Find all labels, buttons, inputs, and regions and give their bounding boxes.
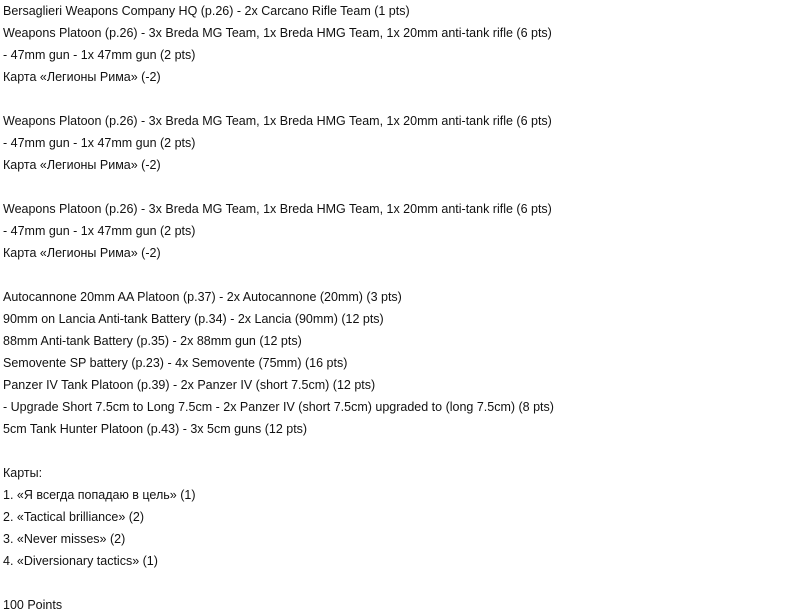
army-list-document [3, 0, 787, 616]
weapons-platoon-3-card-line: Карта «Легионы Рима» (-2) [3, 246, 161, 260]
weapons-platoon-2-gun-line: - 47mm gun - 1x 47mm gun (2 pts) [3, 136, 196, 150]
weapons-platoon-2-card-line: Карта «Легионы Рима» (-2) [3, 158, 161, 172]
card-item-3: 3. «Never misses» (2) [3, 532, 126, 546]
88mm-battery-line: 88mm Anti-tank Battery (p.35) - 2x 88mm gun (12 pts) [3, 334, 302, 348]
weapons-platoon-1-line: Weapons Platoon (p.26) - 3x Breda MG Team, 1x Breda HMG Team, 1x 20mm anti-tank rifle (6 pts) [3, 26, 552, 40]
total-points: 100 Points [3, 598, 63, 612]
weapons-platoon-1-gun-line: - 47mm gun - 1x 47mm gun (2 pts) [3, 48, 196, 62]
weapons-platoon-2-line: Weapons Platoon (p.26) - 3x Breda MG Team, 1x Breda HMG Team, 1x 20mm anti-tank rifle (6 pts) [3, 114, 552, 128]
card-item-4: 4. «Diversionary tactics» (1) [3, 554, 158, 568]
panzer-upgrade-line: - Upgrade Short 7.5cm to Long 7.5cm - 2x Panzer IV (short 7.5cm) upgraded to (long 7.5cm) (8 pts) [3, 400, 554, 414]
weapons-platoon-3-line: Weapons Platoon (p.26) - 3x Breda MG Team, 1x Breda HMG Team, 1x 20mm anti-tank rifle (6 pts) [3, 202, 552, 216]
panzer-platoon-line: Panzer IV Tank Platoon (p.39) - 2x Panzer IV (short 7.5cm) (12 pts) [3, 378, 376, 392]
spacer [3, 264, 787, 286]
spacer [3, 88, 787, 110]
card-item-2: 2. «Tactical brilliance» (2) [3, 510, 145, 524]
tank-hunter-platoon-line: 5cm Tank Hunter Platoon (p.43) - 3x 5cm guns (12 pts) [3, 422, 308, 436]
spacer [3, 176, 787, 198]
weapons-platoon-1-card-line: Карта «Легионы Рима» (-2) [3, 70, 161, 84]
weapons-platoon-3-gun-line: - 47mm gun - 1x 47mm gun (2 pts) [3, 224, 196, 238]
hq-line: Bersaglieri Weapons Company HQ (p.26) - 2x Carcano Rifle Team (1 pts) [3, 4, 410, 18]
aa-platoon-line: Autocannone 20mm AA Platoon (p.37) - 2x Autocannone (20mm) (3 pts) [3, 290, 402, 304]
cards-heading: Карты: [3, 466, 43, 480]
card-item-1: 1. «Я всегда попадаю в цель» (1) [3, 488, 196, 502]
spacer [3, 572, 787, 594]
lancia-battery-line: 90mm on Lancia Anti-tank Battery (p.34) - 2x Lancia (90mm) (12 pts) [3, 312, 384, 326]
spacer [3, 440, 787, 462]
semovente-battery-line: Semovente SP battery (p.23) - 4x Semovente (75mm) (16 pts) [3, 356, 348, 370]
